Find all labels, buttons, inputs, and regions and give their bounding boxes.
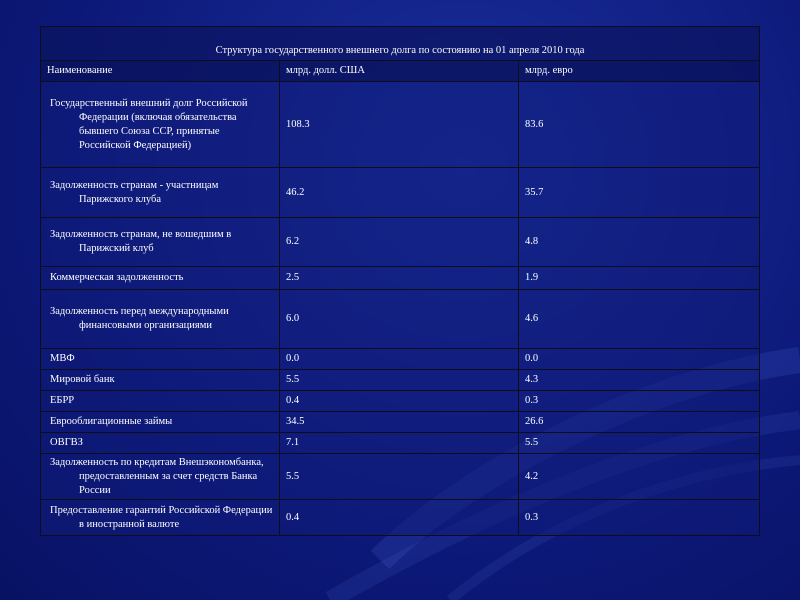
table-row (41, 500, 760, 536)
row-eur: 4.3 (519, 370, 760, 391)
row-eur: 4.6 (519, 290, 760, 349)
row-eur: 1.9 (519, 267, 760, 290)
row-name: ЕБРР (50, 395, 75, 406)
table-row (41, 290, 760, 349)
row-eur: 0.3 (519, 500, 760, 536)
row-usd: 6.2 (280, 218, 519, 267)
table-row (41, 82, 760, 168)
row-eur: 35.7 (519, 168, 760, 218)
header-usd: млрд. долл. США (280, 61, 519, 82)
table-row (41, 454, 760, 500)
row-name: ОВГВЗ (50, 437, 83, 448)
row-name: Задолженность странам - участницам Парижского клуба (50, 179, 219, 205)
row-eur: 26.6 (519, 412, 760, 433)
row-name: Еврооблигационные займы (50, 416, 173, 427)
header-name: Наименование (41, 61, 280, 82)
row-eur: 4.8 (519, 218, 760, 267)
row-usd: 5.5 (280, 370, 519, 391)
row-usd: 6.0 (280, 290, 519, 349)
row-name: Задолженность по кредитам Внешэкономбанка, предоставленным за счет средств Банка России (50, 456, 264, 496)
row-usd: 0.4 (280, 391, 519, 412)
row-usd: 5.5 (280, 454, 519, 500)
header-eur: млрд. евро (519, 61, 760, 82)
table-title-row (41, 27, 760, 61)
table-row (41, 267, 760, 290)
table-row (41, 349, 760, 370)
row-usd: 108.3 (280, 82, 519, 168)
table-header-row (41, 61, 760, 82)
table-row (41, 412, 760, 433)
row-eur: 0.0 (519, 349, 760, 370)
debt-structure-table (40, 26, 760, 536)
table-row (41, 218, 760, 267)
table-row (41, 168, 760, 218)
row-usd: 0.4 (280, 500, 519, 536)
table-row (41, 370, 760, 391)
row-usd: 46.2 (280, 168, 519, 218)
row-eur: 83.6 (519, 82, 760, 168)
row-name: МВФ (50, 353, 75, 364)
row-name: Задолженность странам, не вошедшим в Парижский клуб (50, 229, 232, 254)
table-title: Структура государственного внешнего долга по состоянию на 01 апреля 2010 года (41, 27, 760, 61)
table-row (41, 433, 760, 454)
row-usd: 2.5 (280, 267, 519, 290)
row-usd: 7.1 (280, 433, 519, 454)
row-name: Коммерческая задолженность (50, 272, 184, 283)
row-usd: 0.0 (280, 349, 519, 370)
row-name: Задолженность перед международными финансовыми организациями (50, 306, 229, 331)
row-usd: 34.5 (280, 412, 519, 433)
row-eur: 5.5 (519, 433, 760, 454)
row-eur: 0.3 (519, 391, 760, 412)
row-name: Мировой банк (50, 374, 115, 385)
row-eur: 4.2 (519, 454, 760, 500)
row-name: Предоставление гарантий Российской Федерации в иностранной валюте (50, 504, 273, 530)
table-row (41, 391, 760, 412)
row-name: Государственный внешний долг Российской Федерации (включая обязательства бывшего Союза ССР, принятые Российской Федерацией) (50, 97, 248, 151)
